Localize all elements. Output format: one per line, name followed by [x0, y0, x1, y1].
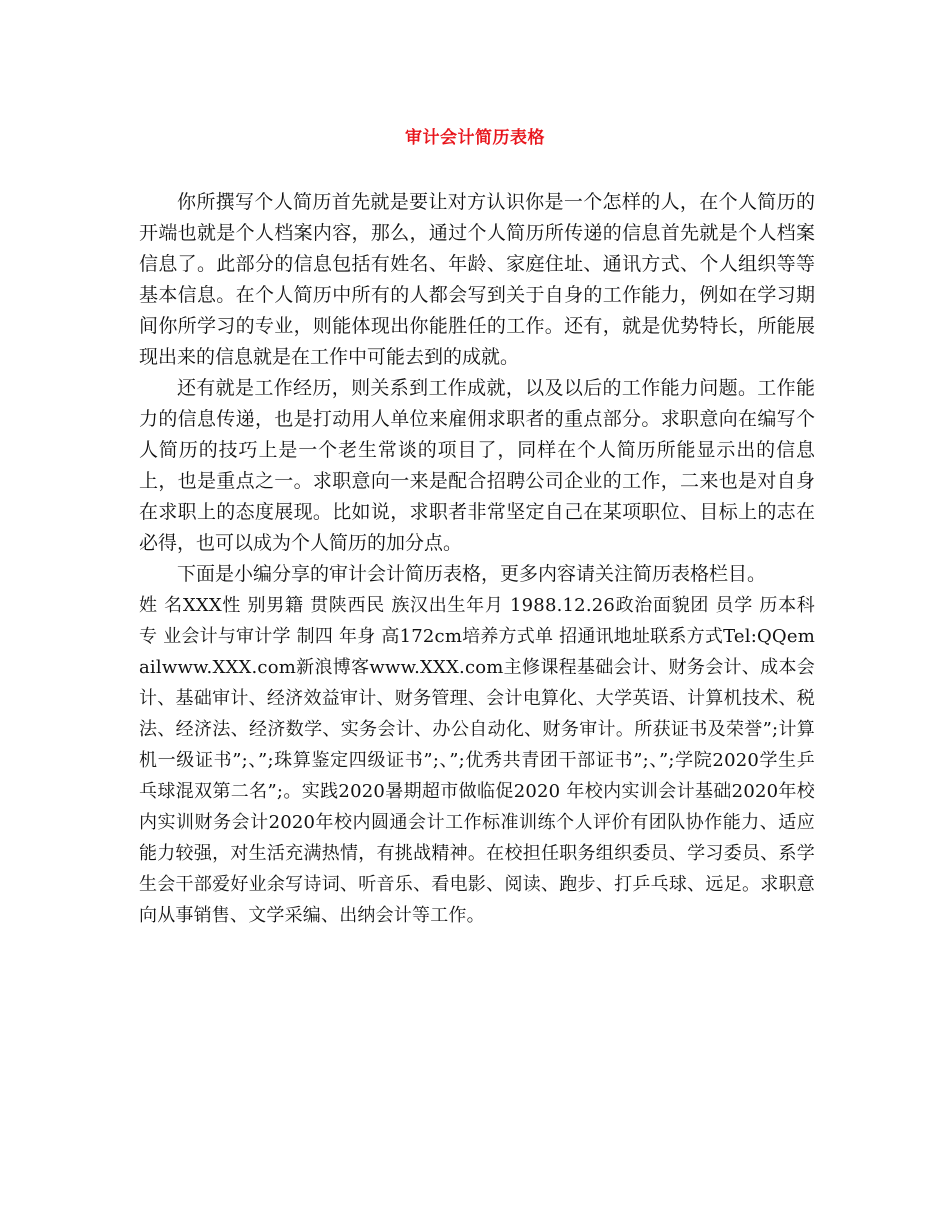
share-paragraph: 下面是小编分享的审计会计简历表格，更多内容请关注简历表格栏目。: [177, 563, 767, 585]
resume-details-paragraph: 姓 名XXX性 别男籍 贯陕西民 族汉出生年月 1988.12.26政治面貌团 员学 历本科专 业会计与审计学 制四 年身 高172cm培养方式单 招通讯地址联系方式Tel:QQemailwww.XXX.com新浪博客www.XXX.com主修课程基础会计、财务会计、成本会计、基础审计、经济效益审计、财务管理、会计电算化、大学英语、计算机技术、税法、经济法、经济数学、实务会计、办公自动化、财务审计。所获证书及荣誉”;计算机一级证书”;、”;珠算鉴定四级证书”;、”;优秀共青团干部证书”;、”;学院2020学生乒乓球混双第二名”;。实践2020暑期超市做临促2020 年校内实训会计基础2020年校内实训财务会计2020年校内圆通会计工作标准训练个人评价有团队协作能力、适应能力较强，对生活充满热情，有挑战精神。在校担任职务组织委员、学习委员、系学生会干部爱好业余写诗词、听音乐、看电影、阅读、跑步、打乒乓球、远足。求职意向从事销售、文学采编、出纳会计等工作。: [139, 595, 815, 926]
experience-paragraph: 还有就是工作经历，则关系到工作成就，以及以后的工作能力问题。工作能力的信息传递，也是打动用人单位来雇佣求职者的重点部分。求职意向在编写个人简历的技巧上是一个老生常谈的项目了，同样在个人简历所能显示出的信息上，也是重点之一。求职意向一来是配合招聘公司企业的工作，二来也是对自身在求职上的态度展现。比如说，求职者非常坚定自己在某项职位、目标上的志在必得，也可以成为个人简历的加分点。: [139, 377, 815, 554]
intro-paragraph: 你所撰写个人简历首先就是要让对方认识你是一个怎样的人，在个人简历的开端也就是个人档案内容，那么，通过个人简历所传递的信息首先就是个人档案信息了。此部分的信息包括有姓名、年龄、家庭住址、通讯方式、个人组织等等基本信息。在个人简历中所有的人都会写到关于自身的工作能力，例如在学习期间你所学习的专业，则能体现出你能胜任的工作。还有，就是优势特长，所能展现出来的信息就是在工作中可能去到的成就。: [139, 191, 815, 368]
document-body: [139, 187, 815, 931]
document-title: 审计会计简历表格: [405, 128, 545, 148]
